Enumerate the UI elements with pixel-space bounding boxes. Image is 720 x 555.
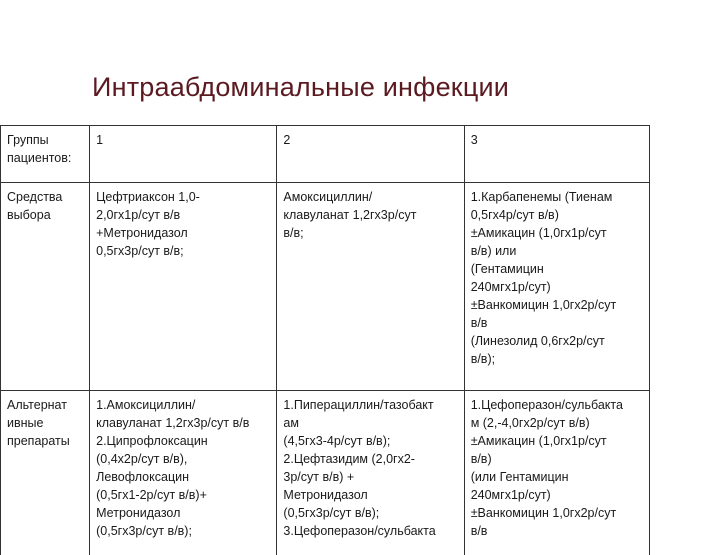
regimen-line: (Гентамицин xyxy=(471,260,645,278)
regimen-cell xyxy=(90,391,277,555)
regimen-line: Метронидазол xyxy=(283,486,459,504)
table-header-row xyxy=(1,126,650,183)
row-label-cell xyxy=(1,391,90,555)
antibiotic-table xyxy=(0,125,650,555)
regimen-line: (4,5гх3-4р/сут в/в); xyxy=(283,432,459,450)
row-label-line: Средства xyxy=(7,188,85,206)
row-label-cell xyxy=(1,183,90,391)
regimen-line: 2,0гх1р/сут в/в xyxy=(96,206,272,224)
regimen-line: ±Амикацин (1,0гх1р/сут xyxy=(471,224,645,242)
regimen-line: 0,5гх4р/сут в/в) xyxy=(471,206,645,224)
regimen-line: 3.Цефоперазон/сульбакта xyxy=(283,522,459,540)
group-number: 1 xyxy=(96,131,272,149)
regimen-line: ±Ванкомицин 1,0гх2р/сут xyxy=(471,296,645,314)
regimen-line: Амоксициллин/ xyxy=(283,188,459,206)
group-2-header xyxy=(277,126,464,183)
regimen-line: в/в xyxy=(471,314,645,332)
header-label-cell xyxy=(1,126,90,183)
regimen-line: 1.Пиперациллин/тазобакт xyxy=(283,396,459,414)
row-label-line: Альтернат xyxy=(7,396,85,414)
regimen-line: 1.Карбапенемы (Тиенам xyxy=(471,188,645,206)
regimen-cell xyxy=(90,183,277,391)
regimen-line: (0,4х2р/сут в/в), xyxy=(96,450,272,468)
group-3-header xyxy=(464,126,649,183)
table-row-first-choice xyxy=(1,183,650,391)
regimen-line: м (2,-4,0гх2р/сут в/в) xyxy=(471,414,645,432)
regimen-line: в/в); xyxy=(471,350,645,368)
regimen-line: Метронидазол xyxy=(96,504,272,522)
regimen-line: 1.Амоксициллин/ xyxy=(96,396,272,414)
header-label-line: пациентов: xyxy=(7,149,85,167)
regimen-line: 240мгх1р/сут) xyxy=(471,278,645,296)
antibiotic-table-container xyxy=(0,125,650,555)
regimen-line: ±Ванкомицин 1,0гх2р/сут xyxy=(471,504,645,522)
regimen-line: 0,5гх3р/сут в/в; xyxy=(96,242,272,260)
regimen-cell xyxy=(464,183,649,391)
regimen-line: (0,5гх3р/сут в/в); xyxy=(283,504,459,522)
row-label-line: выбора xyxy=(7,206,85,224)
regimen-cell xyxy=(277,183,464,391)
row-label-line: препараты xyxy=(7,432,85,450)
regimen-line: ±Амикацин (1,0гх1р/сут xyxy=(471,432,645,450)
group-1-header xyxy=(90,126,277,183)
regimen-line: в/в; xyxy=(283,224,459,242)
group-number: 2 xyxy=(283,131,459,149)
row-label-line: ивные xyxy=(7,414,85,432)
regimen-line: (или Гентамицин xyxy=(471,468,645,486)
regimen-line: (0,5гх3р/сут в/в); xyxy=(96,522,272,540)
regimen-cell xyxy=(277,391,464,555)
regimen-line: в/в) xyxy=(471,450,645,468)
regimen-line: Цефтриаксон 1,0- xyxy=(96,188,272,206)
group-number: 3 xyxy=(471,131,645,149)
regimen-line: +Метронидазол xyxy=(96,224,272,242)
slide-title: Интраабдоминальные инфекции xyxy=(92,72,509,103)
regimen-line: (0,5гх1-2р/сут в/в)+ xyxy=(96,486,272,504)
regimen-line: 3р/сут в/в) + xyxy=(283,468,459,486)
regimen-line: Левофлоксацин xyxy=(96,468,272,486)
regimen-line: (Линезолид 0,6гх2р/сут xyxy=(471,332,645,350)
regimen-cell xyxy=(464,391,649,555)
header-label-line: Группы xyxy=(7,131,85,149)
regimen-line: в/в) или xyxy=(471,242,645,260)
regimen-line: клавуланат 1,2гх3р/сут в/в xyxy=(96,414,272,432)
regimen-line: 2.Ципрофлоксацин xyxy=(96,432,272,450)
regimen-line: клавуланат 1,2гх3р/сут xyxy=(283,206,459,224)
regimen-line: 1.Цефоперазон/сульбакта xyxy=(471,396,645,414)
regimen-line: 2.Цефтазидим (2,0гх2- xyxy=(283,450,459,468)
table-row-alternatives xyxy=(1,391,650,555)
regimen-line: ам xyxy=(283,414,459,432)
regimen-line: в/в xyxy=(471,522,645,540)
regimen-line: 240мгх1р/сут) xyxy=(471,486,645,504)
